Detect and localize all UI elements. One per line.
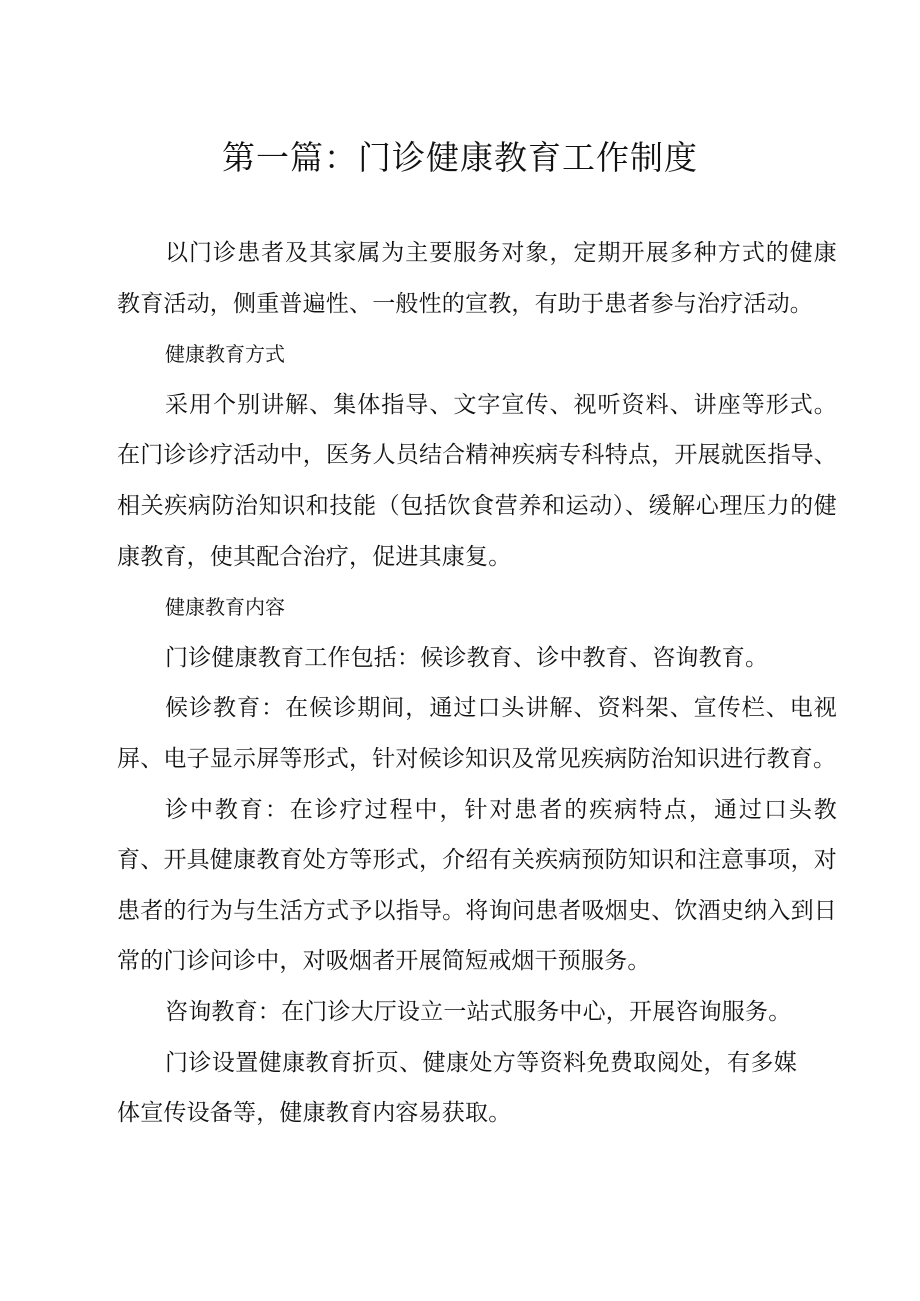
- section-heading-content: 健康教育内容: [165, 595, 285, 620]
- paragraph-consultation-education: 诊中教育：在诊疗过程中，针对患者的疾病特点，通过口头教育、开具健康教育处方等形式，介绍有关疾病预防知识和注意事项，对患者的行为与生活方式予以指导。将询问患者吸烟史、饮酒史纳入到日常的门诊问诊中，对吸烟者开展简短戒烟干预服务。: [117, 796, 837, 975]
- paragraph-content-overview: 门诊健康教育工作包括：候诊教育、诊中教育、咨询教育。: [165, 644, 769, 671]
- document-title: 第一篇：门诊健康教育工作制度: [222, 138, 698, 177]
- section-heading-methods: 健康教育方式: [165, 342, 285, 367]
- paragraph-advisory-education: 咨询教育：在门诊大厅设立一站式服务中心，开展咨询服务。: [165, 998, 792, 1025]
- paragraph-methods: 采用个别讲解、集体指导、文字宣传、视听资料、讲座等形式。在门诊诊疗活动中，医务人员结合精神疾病专科特点，开展就医指导、相关疾病防治知识和技能（包括饮食营养和运动）、缓解心理压力的健康教育，使其配合治疗，促进其康复。: [117, 391, 837, 570]
- document-body: [117, 228, 837, 1139]
- paragraph-waiting-education: 候诊教育：在候诊期间，通过口头讲解、资料架、宣传栏、电视屏、电子显示屏等形式，针对候诊知识及常见疾病防治知识进行教育。: [117, 695, 837, 772]
- paragraph-intro: 以门诊患者及其家属为主要服务对象，定期开展多种方式的健康教育活动，侧重普遍性、一般性的宣教，有助于患者参与治疗活动。: [117, 240, 837, 317]
- paragraph-materials: 门诊设置健康教育折页、健康处方等资料免费取阅处，有多媒体宣传设备等，健康教育内容易获取。: [117, 1049, 797, 1127]
